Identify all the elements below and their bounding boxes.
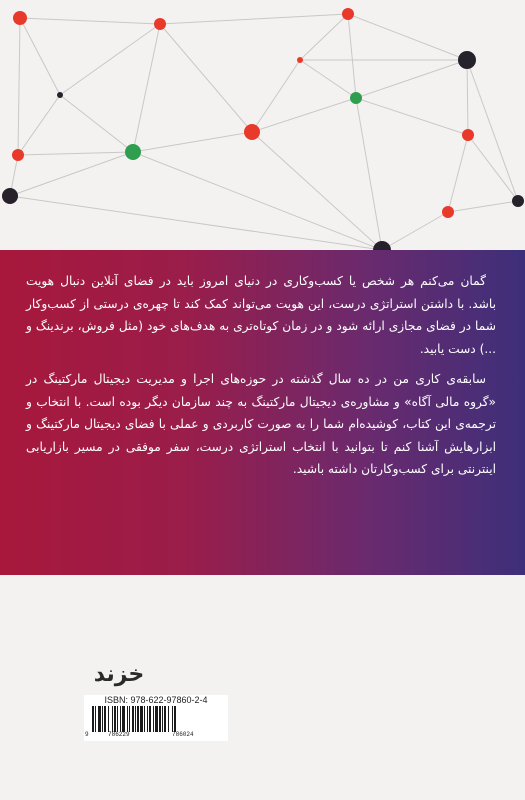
barcode-bar xyxy=(102,706,103,732)
network-line xyxy=(467,60,518,201)
barcode-bar xyxy=(174,706,176,732)
barcode-digits xyxy=(84,731,228,741)
network-line xyxy=(448,135,468,212)
network-line xyxy=(160,14,348,24)
barcode-bar xyxy=(153,706,154,732)
barcode-bar xyxy=(120,706,121,732)
network-line xyxy=(133,24,160,152)
blurb-paragraph-1: گمان می‌کنم هر شخص یا کسب‌وکاری در دنیای امروز باید در فضای آنلاین دنبال هویت باشد. با داشتن استراتژی درست، این هویت می‌تواند کمک کند تا چهره‌ی درستی از کسب‌وکار شما در فضای مجازی ارائه شود و در زمان کوتاه‌تری به هدف‌های خود (مثل فروش، برندینگ و ...) دست یابید. xyxy=(26,274,496,356)
network-line xyxy=(348,14,356,98)
network-node xyxy=(442,206,454,218)
barcode-bar xyxy=(137,706,139,732)
network-line xyxy=(252,132,382,250)
barcode-bar xyxy=(164,706,166,732)
barcode-bar xyxy=(172,706,173,732)
barcode-bar xyxy=(127,706,128,732)
network-line xyxy=(18,152,133,155)
isbn-barcode xyxy=(84,695,228,741)
barcode-bar xyxy=(149,706,151,732)
barcode-bar xyxy=(108,706,109,732)
network-line xyxy=(467,60,468,135)
network-node xyxy=(462,129,474,141)
isbn-text: ISBN: 978-622-97860-2-4 xyxy=(104,695,208,705)
barcode-bar xyxy=(144,706,145,732)
barcode-bar xyxy=(112,706,113,732)
network-node xyxy=(342,8,354,20)
barcode-bar xyxy=(129,706,130,732)
network-line xyxy=(356,98,382,250)
network-line xyxy=(300,14,348,60)
barcode-bar xyxy=(114,706,116,732)
network-line xyxy=(252,98,356,132)
network-node xyxy=(125,144,141,160)
network-node xyxy=(350,92,362,104)
back-cover-blurb xyxy=(26,270,496,489)
network-line xyxy=(20,18,60,95)
network-line xyxy=(60,24,160,95)
barcode-bar xyxy=(162,706,163,732)
network-line xyxy=(356,60,467,98)
blurb-paragraph-2: سابقه‌ی کاری من در ده سال گذشته در حوزه‌های اجرا و مدیریت دیجیتال مارکتینگ در «گروه مالی آگاه» و مشاوره‌ی دیجیتال مارکتینگ به چند سازمان دیگر بوده است. با انتخاب و ترجمه‌ی این کتاب، کوشیده‌ام شما را به صورت کاربردی و عملی با فضای دیجیتال مارکتینگ و ابزارهایش آشنا کنم تا بتوانید با انتخاب استراتژی درست، سفر موفقی در مسیر بازاریابی اینترنتی برای کسب‌وکارتان داشته باشید. xyxy=(26,372,496,476)
network-line xyxy=(468,135,518,201)
network-node xyxy=(154,18,166,30)
barcode-bar xyxy=(117,706,118,732)
network-line xyxy=(448,201,518,212)
barcode-right-digits: 786024 xyxy=(172,731,194,738)
barcode-lead-digit: 9 xyxy=(85,731,89,738)
barcode-bar xyxy=(104,706,106,732)
network-line xyxy=(10,152,133,196)
network-line xyxy=(10,196,382,250)
barcode-bars xyxy=(90,706,222,732)
barcode-bar xyxy=(122,706,125,732)
publisher-logo: خزند xyxy=(93,661,145,687)
network-node xyxy=(244,124,260,140)
barcode-bar xyxy=(132,706,134,732)
barcode-bar xyxy=(92,706,94,732)
barcode-bar xyxy=(168,706,169,732)
network-line xyxy=(133,152,382,250)
network-line xyxy=(300,60,356,98)
network-node xyxy=(2,188,18,204)
network-node xyxy=(12,149,24,161)
network-graphic xyxy=(0,0,525,260)
barcode-bar xyxy=(95,706,96,732)
network-line xyxy=(382,212,448,250)
network-node xyxy=(512,195,524,207)
network-line xyxy=(133,132,252,152)
barcode-bar xyxy=(159,706,161,732)
network-line xyxy=(20,18,160,24)
barcode-left-digits: 786229 xyxy=(108,731,130,738)
network-node xyxy=(458,51,476,69)
network-line xyxy=(60,95,133,152)
network-line xyxy=(160,24,252,132)
network-line xyxy=(18,18,20,155)
barcode-bar xyxy=(155,706,158,732)
network-node xyxy=(57,92,63,98)
barcode-bar xyxy=(98,706,101,732)
network-node xyxy=(297,57,303,63)
barcode-bar xyxy=(147,706,148,732)
barcode-bar xyxy=(135,706,136,732)
network-node xyxy=(13,11,27,25)
network-line xyxy=(356,98,468,135)
barcode-bar xyxy=(140,706,143,732)
network-line xyxy=(18,95,60,155)
network-line xyxy=(252,60,300,132)
network-line xyxy=(348,14,467,60)
